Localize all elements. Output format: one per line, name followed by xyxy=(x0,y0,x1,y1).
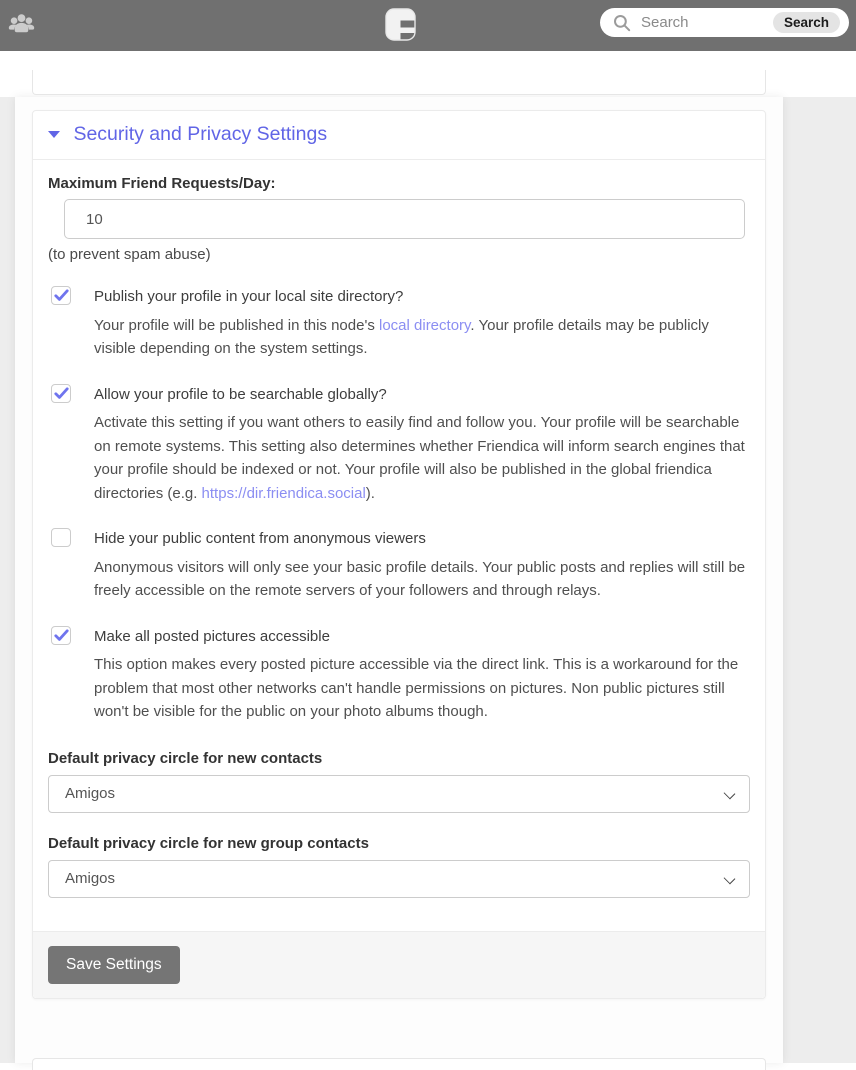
friendica-logo-icon[interactable] xyxy=(385,8,416,41)
hide-public-content-help xyxy=(94,556,750,603)
save-settings-button[interactable]: Save Settings xyxy=(48,946,180,984)
publish-profile-label[interactable]: Publish your profile in your local site directory? xyxy=(94,288,404,305)
pictures-accessible-help xyxy=(94,653,750,724)
default-circle-contacts-group xyxy=(48,750,750,813)
pictures-accessible-label[interactable]: Make all posted pictures accessible xyxy=(94,627,330,645)
section-title: Security and Privacy Settings xyxy=(73,123,328,145)
chevron-down-icon xyxy=(724,872,736,884)
max-friend-requests-label: Maximum Friend Requests/Day: xyxy=(48,175,276,192)
max-friend-requests-group xyxy=(48,175,750,263)
publish-profile-option xyxy=(48,285,750,361)
selected-value: Amigos xyxy=(65,784,116,802)
security-privacy-panel xyxy=(32,110,766,999)
publish-profile-checkbox[interactable] xyxy=(51,286,71,305)
panel-footer xyxy=(33,931,765,998)
default-circle-group-contacts-label: Default privacy circle for new group contacts xyxy=(48,834,369,852)
help-text: ). xyxy=(365,484,375,502)
collapsed-panel-below[interactable] xyxy=(32,1058,766,1070)
default-circle-contacts-label: Default privacy circle for new contacts xyxy=(48,749,323,767)
help-text: Your profile will be published in this node's xyxy=(94,316,379,334)
max-friend-requests-help: (to prevent spam abuse) xyxy=(48,246,211,263)
users-icon[interactable] xyxy=(8,11,35,38)
caret-down-icon xyxy=(48,131,60,138)
max-friend-requests-input[interactable] xyxy=(64,199,745,239)
collapsed-panel-above[interactable] xyxy=(32,70,766,95)
searchable-globally-checkbox[interactable] xyxy=(51,384,71,403)
help-text: This option makes every posted picture accessible via the direct link. This is a workaround for the problem that most other networks can't handle permissions on pictures. Non public pictures still won't be visible for the public on your photo albums though. xyxy=(94,656,739,720)
help-text: . Your profile details may be publicly visible depending on the system settings. xyxy=(94,316,709,357)
chevron-down-icon xyxy=(724,787,736,799)
hide-public-content-checkbox[interactable] xyxy=(51,528,71,547)
searchable-globally-help xyxy=(94,411,750,505)
help-text: Activate this setting if you want others to easily find and follow you. Your profile will be searchable on remote systems. This setting also determines whether Friendica will inform search engines that your profile should be indexed or not. Your profile will also be published in the global friendica directories (e.g. xyxy=(94,414,745,502)
top-navbar xyxy=(0,0,856,51)
navbar-search xyxy=(600,8,849,37)
searchable-globally-option xyxy=(48,383,750,506)
searchable-globally-label[interactable]: Allow your profile to be searchable globally? xyxy=(94,385,387,403)
security-privacy-section-header[interactable] xyxy=(33,111,765,159)
default-circle-group-contacts-select[interactable] xyxy=(48,860,750,898)
default-circle-contacts-select[interactable] xyxy=(48,775,750,813)
selected-value: Amigos xyxy=(65,869,116,887)
search-icon xyxy=(613,14,631,32)
friendica-directory-link[interactable]: https://dir.friendica.social xyxy=(201,484,366,502)
search-submit-button[interactable]: Search xyxy=(773,12,840,33)
pictures-accessible-option xyxy=(48,625,750,724)
local-directory-link[interactable]: local directory xyxy=(379,316,471,334)
help-text: Anonymous visitors will only see your basic profile details. Your public posts and replies will still be freely accessible on the remote servers of your followers and through relays. xyxy=(94,558,746,599)
pictures-accessible-checkbox[interactable] xyxy=(51,626,71,645)
hide-public-content-option xyxy=(48,527,750,603)
security-privacy-form xyxy=(33,159,765,931)
hide-public-content-label[interactable]: Hide your public content from anonymous viewers xyxy=(94,530,426,547)
publish-profile-help xyxy=(94,314,750,361)
default-circle-group-contacts-group xyxy=(48,835,750,898)
search-input[interactable] xyxy=(631,14,773,31)
